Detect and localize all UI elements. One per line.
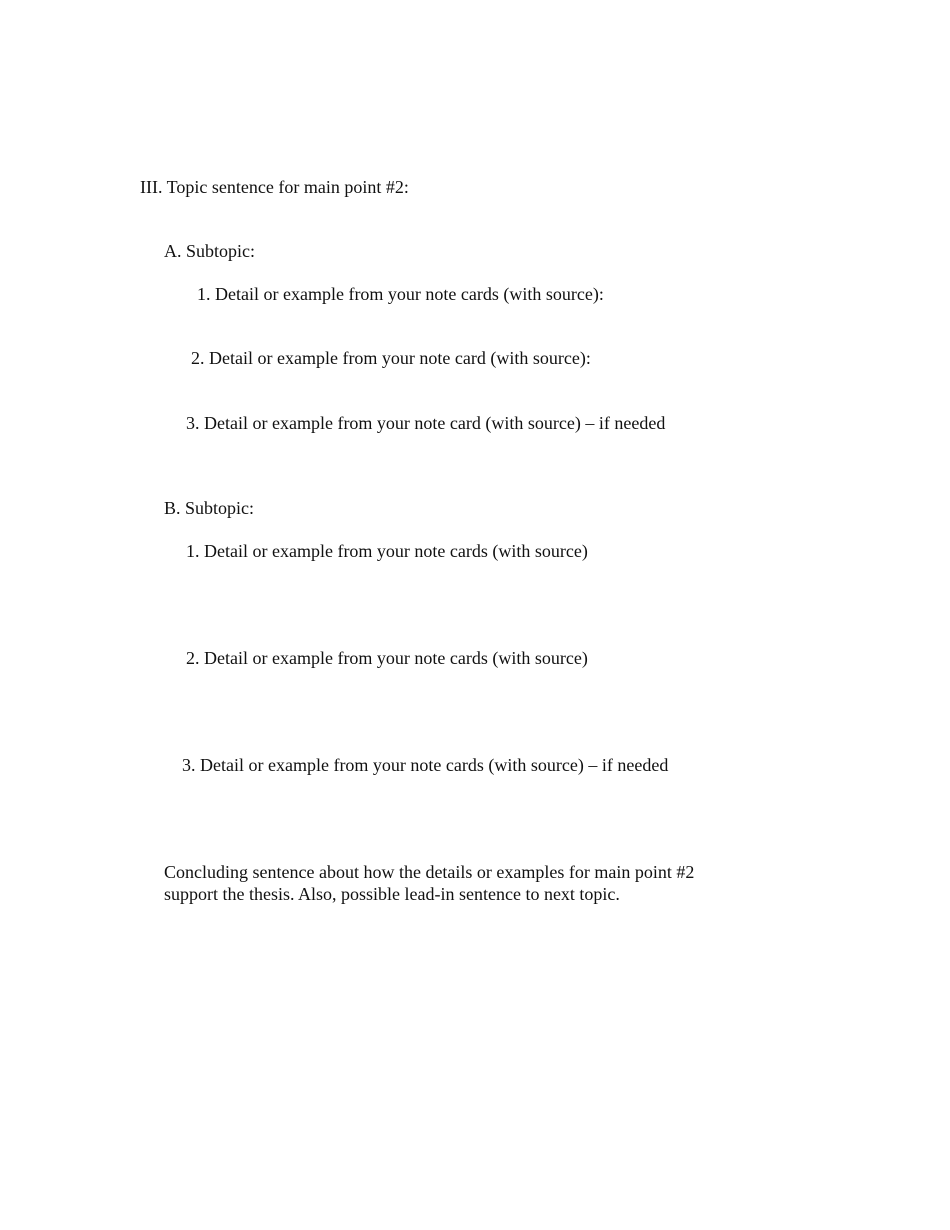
concluding-line-2: support the thesis. Also, possible lead-in sentence to next topic. — [164, 884, 620, 904]
subtopic-a-detail-3: 3. Detail or example from your note card (with source) – if needed — [186, 413, 666, 433]
concluding-line-1: Concluding sentence about how the details or examples for main point #2 — [164, 862, 695, 882]
subtopic-b-label: B. Subtopic: — [164, 498, 255, 518]
subtopic-b-detail-2: 2. Detail or example from your note cards (with source) — [186, 648, 588, 668]
subtopic-b-detail-1: 1. Detail or example from your note cards (with source) — [186, 541, 588, 561]
subtopic-a-label: A. Subtopic: — [164, 241, 256, 261]
concluding-paragraph — [164, 861, 764, 905]
subtopic-a-detail-2: 2. Detail or example from your note card (with source): — [191, 348, 591, 368]
subtopic-b-detail-3: 3. Detail or example from your note cards (with source) – if needed — [182, 755, 669, 775]
main-point-heading: III. Topic sentence for main point #2: — [140, 177, 409, 197]
subtopic-a-detail-1: 1. Detail or example from your note cards (with source): — [197, 284, 604, 304]
